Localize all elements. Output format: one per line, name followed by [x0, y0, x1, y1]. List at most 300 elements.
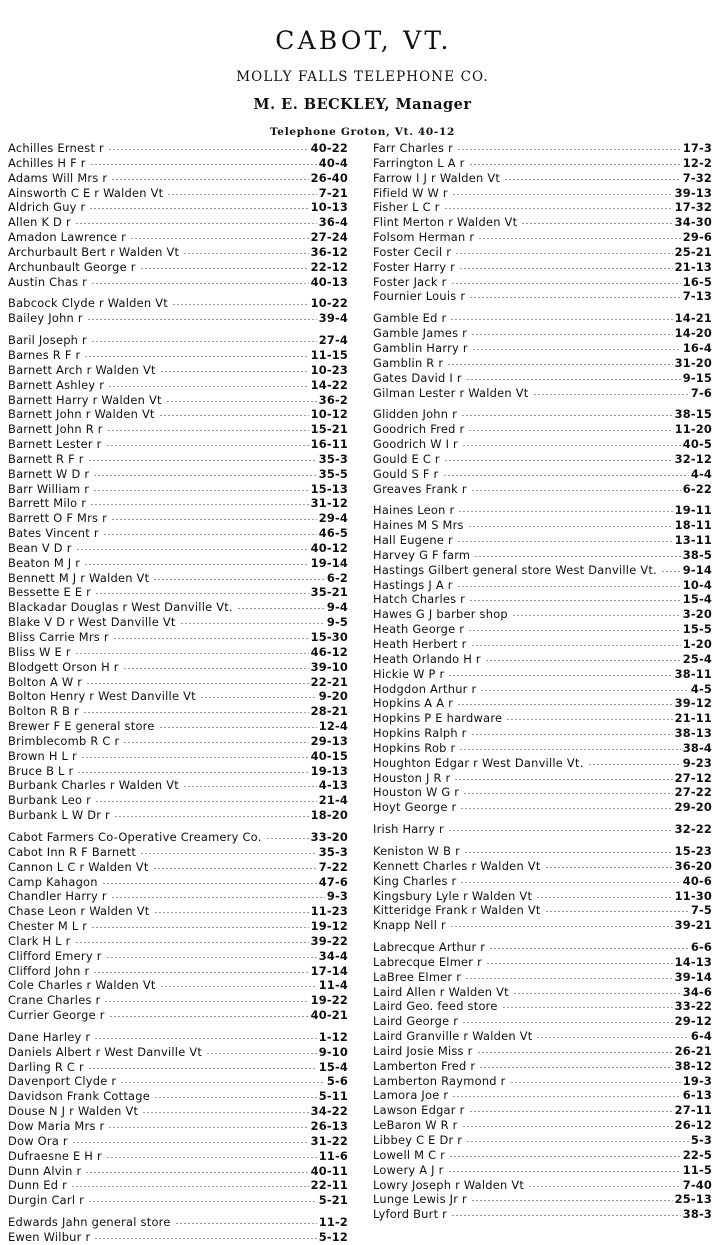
entry-name: Hopkins A A r [373, 696, 454, 711]
directory-entry [8, 934, 348, 949]
entry-phone-number: 26-12 [674, 1118, 712, 1133]
dot-leader [464, 852, 673, 853]
dot-leader [90, 504, 308, 505]
entry-name: Fifield W W r [373, 185, 448, 200]
entry-phone-number: 39-4 [318, 311, 348, 326]
entry-phone-number: 11-6 [318, 1148, 348, 1163]
entry-phone-number: 11-2 [318, 1215, 348, 1230]
directory-entry [8, 452, 348, 467]
entry-phone-number: 40-13 [310, 274, 348, 289]
entry-phone-number: 10-4 [682, 577, 712, 592]
entry-name: Blake V D r West Danville Vt [8, 615, 176, 630]
directory-entry [373, 844, 712, 859]
dot-leader [450, 319, 672, 320]
entry-phone-number: 19-14 [310, 555, 348, 570]
entry-phone-number: 16-11 [310, 437, 348, 452]
entry-name: Davenport Clyde r [8, 1074, 117, 1089]
directory-entry [8, 704, 348, 719]
entry-phone-number: 17-14 [310, 963, 348, 978]
entry-name: Brown H L r [8, 748, 77, 763]
entry-name: Houston W G r [373, 785, 460, 800]
directory-entry [373, 503, 712, 518]
entry-name: Brewer F E general store [8, 719, 155, 734]
entry-name: Beaton M J r [8, 555, 81, 570]
dot-leader [462, 1126, 673, 1127]
directory-entry [8, 393, 348, 408]
directory-entry [8, 585, 348, 600]
entry-phone-number: 21-11 [674, 711, 712, 726]
entry-phone-number: 39-21 [674, 918, 712, 933]
entry-phone-number: 22-11 [310, 1178, 348, 1193]
directory-entry [8, 860, 348, 875]
entry-phone-number: 36-4 [318, 215, 348, 230]
entry-phone-number: 7-32 [682, 170, 712, 185]
entry-name: Cabot Inn R F Barnett [8, 844, 137, 859]
directory-entry [8, 467, 348, 482]
entry-name: Dow Ora r [8, 1133, 68, 1148]
entry-name: Bolton A W r [8, 674, 83, 689]
entry-phone-number: 13-11 [674, 533, 712, 548]
entry-name: Bolton Henry r West Danville Vt [8, 689, 196, 704]
entry-name: Lamberton Raymond r [373, 1073, 506, 1088]
directory-entry [373, 607, 712, 622]
directory-entry [373, 903, 712, 918]
directory-entry [8, 526, 348, 541]
letter-group [8, 333, 348, 823]
directory-entry [8, 615, 348, 630]
directory-entry [8, 407, 348, 422]
entry-phone-number: 25-21 [674, 244, 712, 259]
directory-entry [8, 556, 348, 571]
entry-name: Camp Kahagon [8, 874, 98, 889]
entry-phone-number: 7-6 [690, 385, 712, 400]
directory-entry [8, 482, 348, 497]
directory-entry [8, 1008, 348, 1023]
entry-name: Farrow I J r Walden Vt [373, 170, 501, 185]
dot-leader [472, 349, 681, 350]
directory-entry [373, 918, 712, 933]
entry-name: Clark H L r [8, 933, 71, 948]
entry-phone-number: 27-4 [318, 333, 348, 348]
entry-phone-number: 21-4 [318, 793, 348, 808]
entry-phone-number: 4-4 [690, 466, 712, 481]
entry-phone-number: 19-11 [674, 503, 712, 518]
directory-entry [8, 1193, 348, 1208]
entry-name: Barnett Lester r [8, 437, 102, 452]
dot-leader [469, 297, 680, 298]
dot-leader [474, 556, 680, 557]
dot-leader [84, 356, 308, 357]
listing-columns [0, 141, 721, 1245]
entry-name: Cole Charles r Walden Vt [8, 978, 156, 993]
dot-leader [154, 1097, 317, 1098]
dot-leader [469, 600, 681, 601]
dot-leader [444, 460, 673, 461]
entry-phone-number: 11-4 [318, 978, 348, 993]
entry-phone-number: 9-3 [326, 889, 348, 904]
entry-name: Allen K D r [8, 215, 71, 230]
directory-entry [8, 675, 348, 690]
entry-phone-number: 7-5 [690, 903, 712, 918]
entry-name: Douse N J r Walden Vt [8, 1104, 139, 1119]
directory-entry [8, 1074, 348, 1089]
entry-phone-number: 6-2 [326, 570, 348, 585]
entry-phone-number: 15-30 [310, 630, 348, 644]
dot-leader [103, 534, 317, 535]
dot-leader [468, 430, 672, 431]
directory-entry [373, 311, 712, 326]
entry-name: Hopkins Rob r [373, 740, 456, 755]
directory-entry [8, 311, 348, 326]
dot-leader [506, 719, 672, 720]
entry-name: Labrecque Arthur r [373, 940, 486, 955]
directory-entry [373, 1059, 712, 1074]
dot-leader [102, 883, 317, 884]
entry-phone-number: 6-13 [682, 1088, 712, 1103]
entry-phone-number: 46-12 [310, 644, 348, 659]
entry-name: Fournier Louis r [373, 289, 466, 304]
entry-name: Barnett Ashley r [8, 377, 105, 392]
letter-group [373, 407, 712, 496]
dot-leader [469, 164, 681, 165]
entry-name: Bailey John r [8, 311, 83, 326]
entry-phone-number: 39-13 [674, 185, 712, 200]
entry-phone-number: 17-3 [682, 141, 712, 155]
directory-entry [8, 363, 348, 378]
directory-entry [8, 378, 348, 393]
directory-entry [373, 230, 712, 245]
directory-entry [373, 275, 712, 290]
dot-leader [485, 660, 681, 661]
entry-name: Heath Herbert r [373, 637, 467, 651]
entry-name: Knapp Nell r [373, 918, 446, 933]
dot-leader [107, 430, 309, 431]
directory-entry [373, 955, 712, 970]
dot-leader [108, 149, 309, 150]
dot-leader [108, 386, 308, 387]
entry-name: Haines Leon r [373, 503, 455, 518]
entry-phone-number: 21-13 [674, 259, 712, 274]
dot-leader [93, 490, 308, 491]
directory-entry [373, 667, 712, 682]
dot-leader [512, 615, 681, 616]
masthead [0, 0, 721, 138]
directory-entry [8, 1060, 348, 1075]
dot-leader [104, 1001, 308, 1002]
dot-leader [460, 808, 672, 809]
entry-phone-number: 40-21 [310, 1008, 348, 1023]
dot-leader [536, 1037, 688, 1038]
directory-entry [8, 1230, 348, 1245]
directory-entry [8, 719, 348, 734]
entry-name: Adams Will Mrs r [8, 170, 108, 185]
dot-leader [266, 838, 309, 839]
directory-entry [373, 756, 712, 771]
entry-name: Burbank L W Dr r [8, 808, 110, 823]
entry-phone-number: 9-15 [682, 370, 712, 385]
directory-entry [8, 541, 348, 556]
directory-entry [8, 964, 348, 979]
dot-leader [450, 926, 673, 927]
entry-name: Barnett John r Walden Vt [8, 407, 155, 422]
entry-name: Barnett R F r [8, 451, 84, 466]
entry-name: Goodrich W I r [373, 437, 458, 452]
dot-leader [153, 579, 324, 580]
directory-entry [373, 563, 712, 578]
dot-leader [448, 675, 672, 676]
entry-phone-number: 35-21 [310, 585, 348, 600]
entry-phone-number: 9-14 [682, 562, 712, 577]
dot-leader [93, 972, 308, 973]
entry-phone-number: 29-4 [318, 511, 348, 526]
entry-phone-number: 40-5 [682, 437, 712, 452]
dot-leader [486, 963, 673, 964]
directory-entry [8, 437, 348, 452]
dot-leader [88, 1068, 317, 1069]
dot-leader [93, 475, 316, 476]
entry-name: Dunn Alvin r [8, 1163, 82, 1178]
dot-leader [153, 868, 317, 869]
directory-entry [8, 993, 348, 1008]
directory-entry [8, 645, 348, 660]
directory-entry [8, 919, 348, 934]
directory-entry [8, 230, 348, 245]
entry-phone-number: 22-21 [310, 674, 348, 689]
entry-name: Lowry Joseph r Walden Vt [373, 1177, 525, 1192]
dot-leader [545, 911, 689, 912]
directory-entry [8, 1149, 348, 1164]
entry-phone-number: 40-4 [318, 155, 348, 170]
directory-entry [373, 726, 712, 741]
entry-phone-number: 33-22 [674, 999, 712, 1014]
entry-phone-number: 15-4 [682, 592, 712, 607]
dot-leader [75, 942, 309, 943]
dot-leader [113, 638, 309, 639]
entry-name: Burbank Leo r [8, 793, 92, 808]
directory-entry [8, 889, 348, 904]
entry-phone-number: 25-13 [674, 1192, 712, 1207]
entry-phone-number: 6-6 [690, 940, 712, 955]
entry-name: Gamblin R r [373, 355, 444, 370]
letter-group [373, 940, 712, 1222]
directory-entry [373, 578, 712, 593]
entry-name: Gould S F r [373, 466, 439, 481]
dot-leader [469, 1111, 673, 1112]
dot-leader [111, 179, 308, 180]
directory-entry [8, 845, 348, 860]
entry-name: Aldrich Guy r [8, 200, 86, 215]
entry-name: Edwards Jahn general store [8, 1215, 171, 1230]
entry-phone-number: 10-13 [310, 200, 348, 215]
directory-entry [8, 571, 348, 586]
entry-phone-number: 9-23 [682, 755, 712, 770]
entry-phone-number: 32-22 [674, 822, 712, 837]
directory-entry [373, 592, 712, 607]
entry-phone-number: 5-11 [318, 1089, 348, 1104]
dot-leader [142, 1112, 308, 1113]
entry-phone-number: 7-22 [318, 859, 348, 874]
entry-phone-number: 35-3 [318, 451, 348, 466]
directory-entry [373, 1192, 712, 1207]
dot-leader [545, 867, 673, 868]
entry-name: Kennett Charles r Walden Vt [373, 858, 541, 873]
entry-name: Foster Harry r [373, 259, 456, 274]
entry-name: Hickie W P r [373, 666, 445, 681]
entry-name: Houghton Edgar r West Danville Vt. [373, 755, 584, 770]
entry-phone-number: 32-12 [674, 451, 712, 466]
entry-name: Laird Granville r Walden Vt [373, 1029, 533, 1044]
entry-phone-number: 27-12 [674, 770, 712, 785]
dot-leader [87, 319, 317, 320]
entry-name: Archunbault George r [8, 259, 136, 274]
directory-entry [8, 245, 348, 260]
entry-name: Clifford Emery r [8, 948, 102, 963]
entry-name: Barnett John R r [8, 422, 103, 437]
entry-phone-number: 6-4 [690, 1029, 712, 1044]
entry-phone-number: 4-5 [690, 681, 712, 696]
entry-name: Hastings J A r [373, 577, 453, 592]
entry-name: Labrecque Elmer r [373, 954, 483, 969]
directory-entry [373, 422, 712, 437]
entry-phone-number: 27-24 [310, 230, 348, 245]
entry-phone-number: 26-40 [310, 170, 348, 185]
entry-phone-number: 14-21 [674, 311, 712, 326]
entry-name: Folsom Herman r [373, 230, 475, 245]
directory-entry [8, 156, 348, 171]
directory-entry [8, 215, 348, 230]
dot-leader [463, 793, 672, 794]
entry-name: Barrett O F Mrs r [8, 511, 108, 526]
dot-leader [76, 549, 309, 550]
entry-phone-number: 16-4 [682, 340, 712, 355]
entry-phone-number: 34-6 [682, 984, 712, 999]
dot-leader [536, 897, 672, 898]
entry-phone-number: 11-23 [310, 904, 348, 919]
entry-phone-number: 19-12 [310, 919, 348, 934]
entry-name: King Charles r [373, 873, 457, 888]
entry-name: Gamble James r [373, 326, 468, 341]
entry-name: Cabot Farmers Co-Operative Creamery Co. [8, 829, 262, 844]
entry-phone-number: 12-4 [318, 719, 348, 734]
entry-name: Keniston W B r [373, 843, 461, 858]
directory-entry [373, 260, 712, 275]
entry-phone-number: 36-2 [318, 392, 348, 407]
dot-leader [95, 593, 308, 594]
dot-leader [528, 1186, 681, 1187]
directory-entry [8, 186, 348, 201]
directory-entry [373, 800, 712, 815]
directory-entry [373, 1014, 712, 1029]
entry-name: Goodrich Fred r [373, 422, 465, 437]
directory-entry [8, 1178, 348, 1193]
directory-entry [373, 1103, 712, 1118]
entry-phone-number: 18-11 [674, 518, 712, 533]
entry-phone-number: 40-22 [310, 141, 348, 155]
directory-entry [373, 1207, 712, 1222]
dot-leader [502, 1007, 673, 1008]
dot-leader [140, 268, 309, 269]
directory-entry [373, 141, 712, 156]
dot-leader [471, 734, 673, 735]
entry-phone-number: 38-5 [682, 547, 712, 562]
entry-phone-number: 15-4 [318, 1059, 348, 1074]
entry-name: Chester M L r [8, 919, 88, 934]
entry-phone-number: 39-10 [310, 659, 348, 674]
dot-leader [444, 208, 673, 209]
directory-entry [373, 215, 712, 230]
entry-phone-number: 46-5 [318, 526, 348, 541]
directory-entry [373, 682, 712, 697]
entry-phone-number: 47-6 [318, 874, 348, 889]
letter-group [8, 830, 348, 1023]
page-title: CABOT, VT. [275, 26, 452, 55]
dot-leader [521, 223, 672, 224]
directory-entry [373, 371, 712, 386]
entry-phone-number: 38-3 [682, 1207, 712, 1222]
dot-leader [90, 164, 317, 165]
directory-entry [373, 637, 712, 652]
entry-name: Daniels Albert r West Danville Vt [8, 1044, 203, 1059]
dot-leader [457, 149, 681, 150]
entry-phone-number: 11-5 [682, 1162, 712, 1177]
directory-entry [8, 200, 348, 215]
letter-group [373, 844, 712, 933]
directory-entry [8, 808, 348, 823]
directory-entry [8, 660, 348, 675]
entry-phone-number: 38-15 [674, 407, 712, 422]
dot-leader [91, 341, 317, 342]
entry-name: LaBree Elmer r [373, 969, 462, 984]
dot-leader [588, 764, 681, 765]
dot-leader [489, 948, 689, 949]
entry-phone-number: 35-3 [318, 844, 348, 859]
directory-entry [373, 874, 712, 889]
entry-phone-number: 31-12 [310, 496, 348, 511]
dot-leader [159, 415, 309, 416]
entry-name: Davidson Frank Cottage [8, 1089, 151, 1104]
dot-leader [75, 653, 309, 654]
dot-leader [81, 757, 309, 758]
entry-phone-number: 39-14 [674, 969, 712, 984]
entry-name: Laird Allen r Walden Vt [373, 984, 509, 999]
entry-phone-number: 40-11 [310, 1163, 348, 1178]
directory-entry [373, 1178, 712, 1193]
entry-name: Gilman Lester r Walden Vt [373, 385, 529, 400]
entry-phone-number: 29-20 [674, 800, 712, 815]
entry-phone-number: 31-20 [674, 355, 712, 370]
dot-leader [123, 668, 309, 669]
entry-name: Chandler Harry r [8, 889, 107, 904]
dot-leader [460, 882, 680, 883]
entry-phone-number: 39-12 [674, 696, 712, 711]
entry-phone-number: 34-4 [318, 948, 348, 963]
dot-leader [140, 853, 317, 854]
entry-phone-number: 9-10 [318, 1044, 348, 1059]
entry-name: Barrett Milo r [8, 496, 87, 511]
directory-entry [8, 333, 348, 348]
entry-phone-number: 38-4 [682, 740, 712, 755]
entry-name: Lawson Edgar r [373, 1103, 465, 1118]
dot-leader [452, 1096, 680, 1097]
entry-name: Gould E C r [373, 451, 440, 466]
manager-line: M. E. BECKLEY, Manager [253, 96, 472, 113]
directory-entry [8, 348, 348, 363]
dot-leader [94, 1238, 316, 1239]
dot-leader [454, 779, 672, 780]
directory-entry [373, 386, 712, 401]
dot-leader [183, 253, 308, 254]
directory-entry [373, 1044, 712, 1059]
